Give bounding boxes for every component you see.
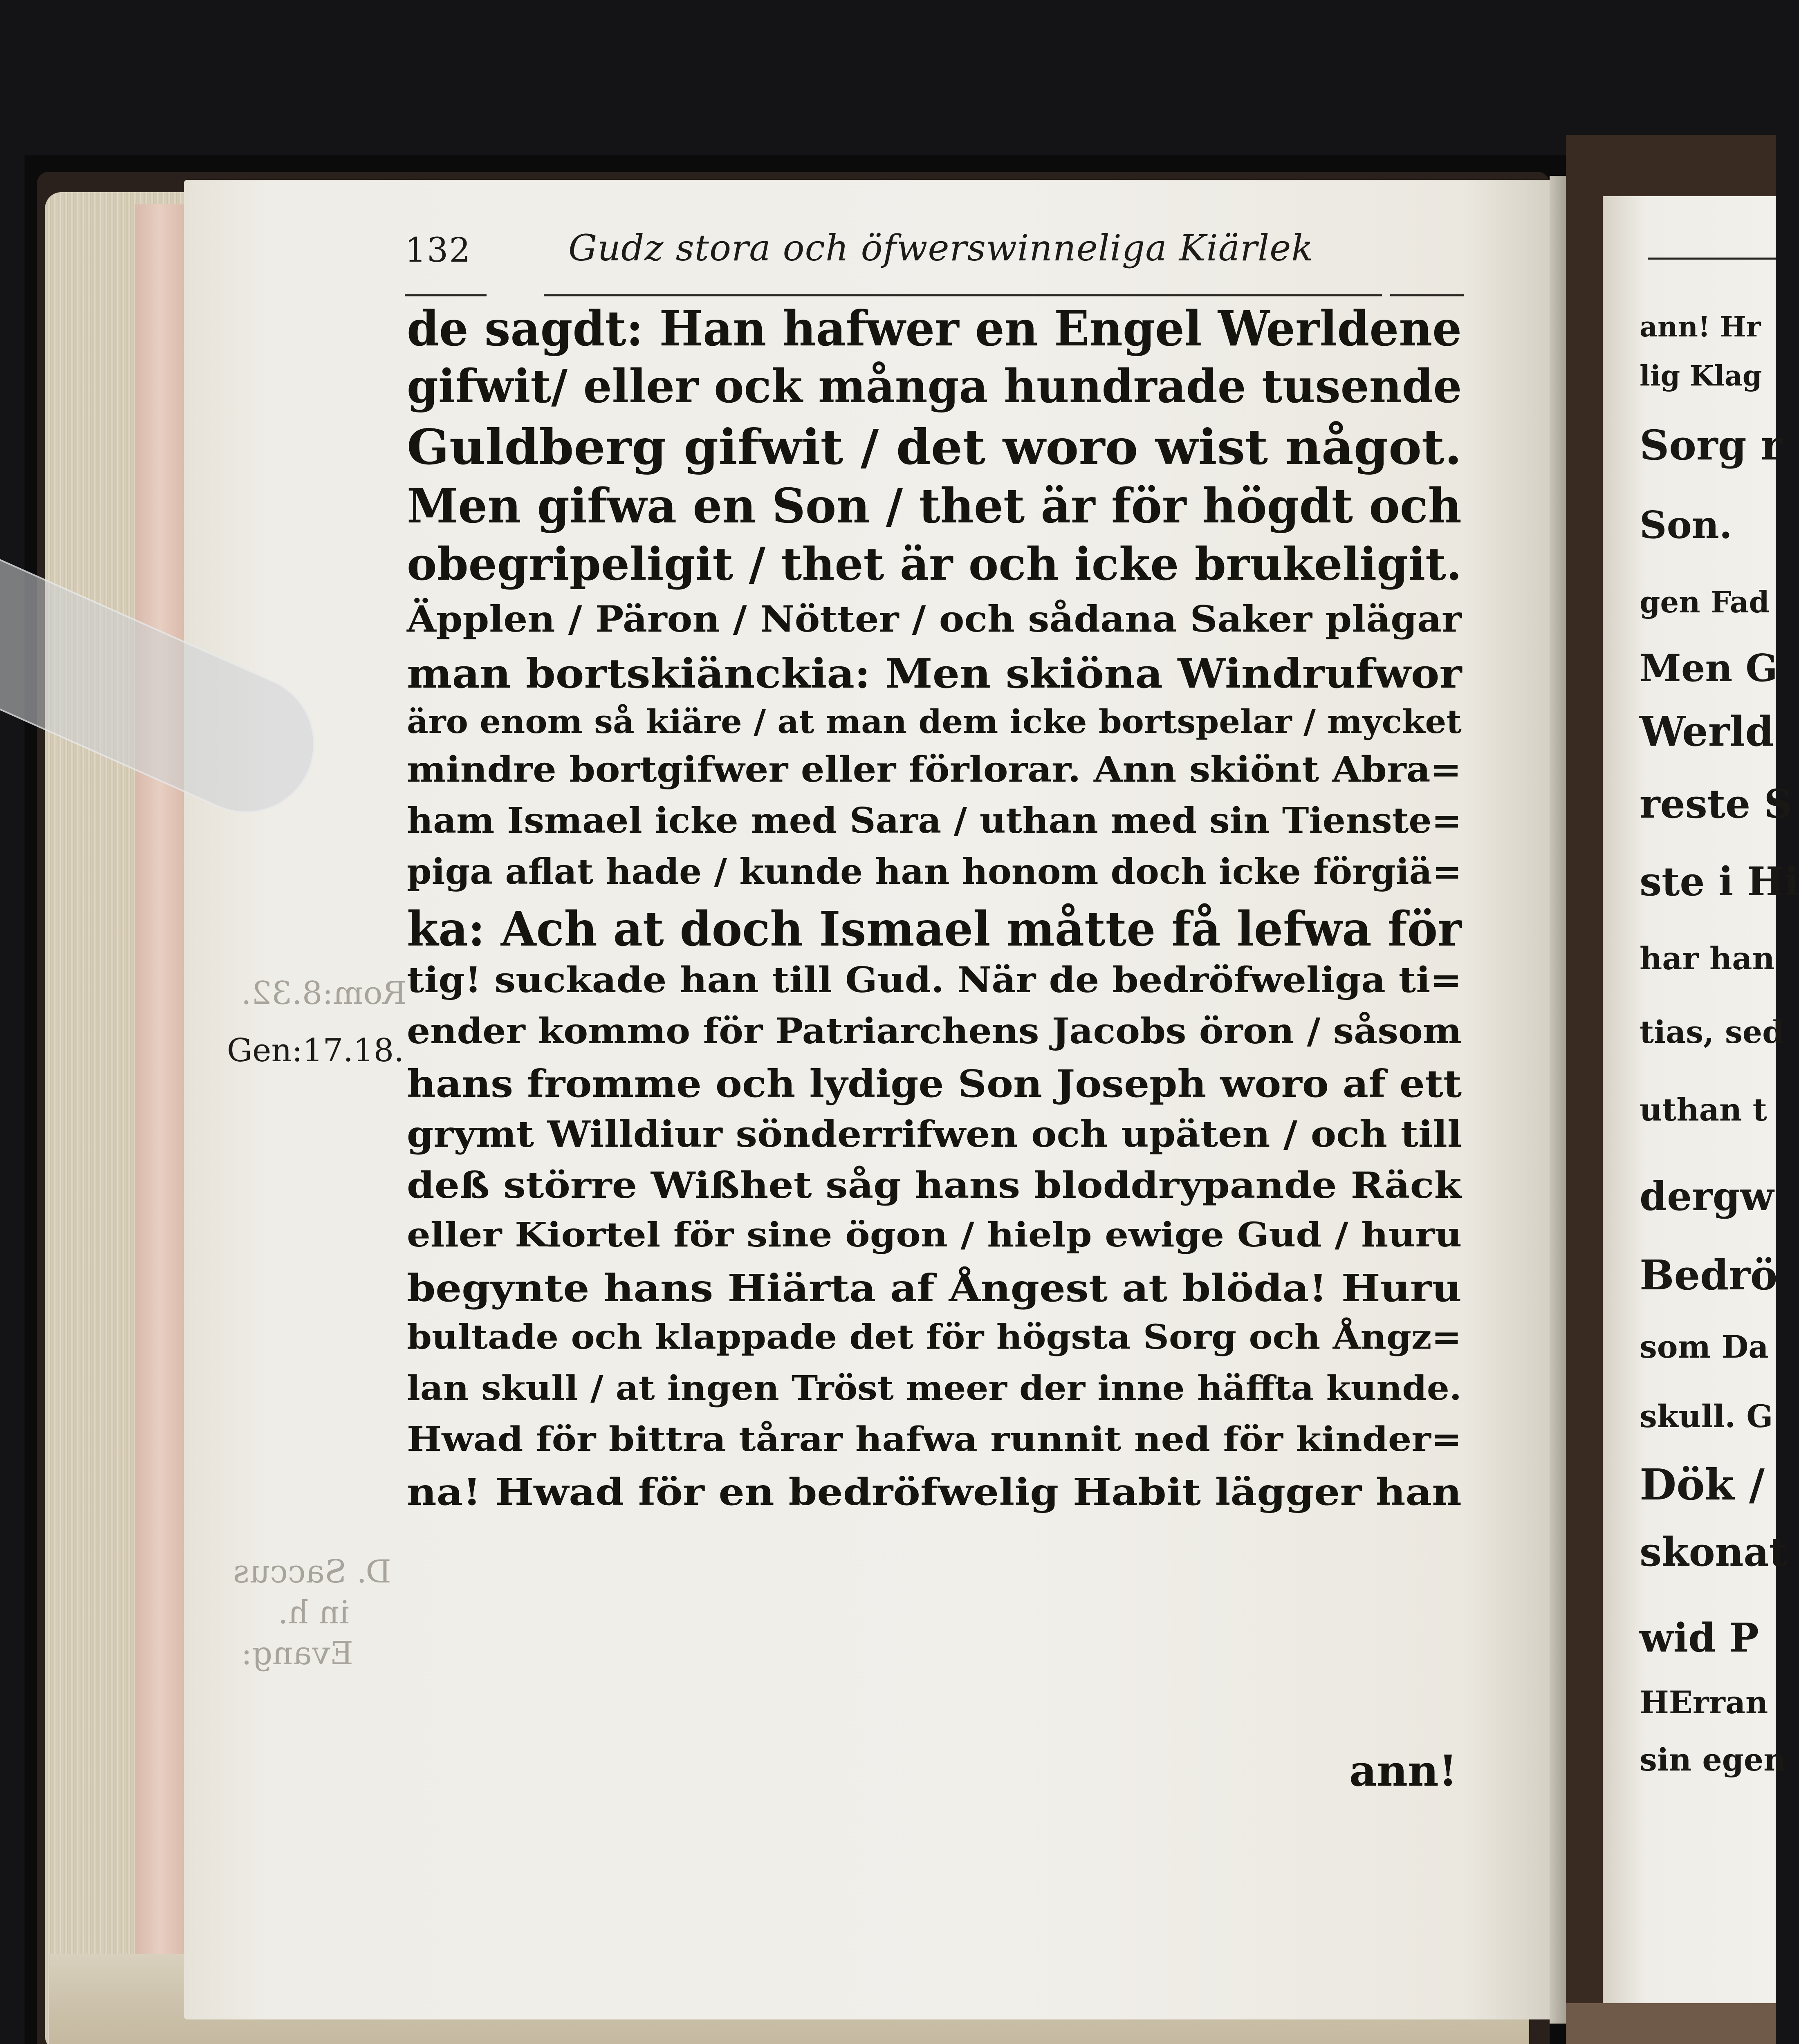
text-line: begynte hans Hiärta af Ångest at blöda! Huru (407, 1266, 1462, 1310)
right-page-line: ann! Hr (1640, 311, 1761, 343)
right-page-line: sin egen (1640, 1741, 1786, 1778)
right-page-line: Son. (1640, 503, 1732, 547)
text-line: hans fromme och lydige Son Joseph woro af ett (407, 1062, 1462, 1106)
text-line: tig! suckade han till Gud. När de bedröfweliga ti= (407, 959, 1462, 1001)
running-title: Gudz stora och öfwerswinneliga Kiärlek (568, 227, 1314, 269)
right-page-line: tias, sed (1640, 1014, 1784, 1050)
right-page-line: Werld (1640, 707, 1774, 755)
catchword: ann! (1349, 1746, 1458, 1796)
text-line: lan skull / at ingen Tröst meer der inne häffta kunde. (407, 1369, 1462, 1408)
text-line: äro enom så kiäre / at man dem icke bortspelar / mycket (407, 702, 1462, 741)
right-page-line: Bedrö (1640, 1251, 1778, 1299)
body-text (407, 300, 1462, 1525)
text-line: Men gifwa en Son / thet är för högdt och (407, 478, 1462, 534)
right-page-line: HErran (1640, 1684, 1768, 1721)
text-line: gifwit/ eller ock många hundrade tusende (407, 360, 1462, 413)
right-page-line: reste S (1640, 781, 1792, 827)
text-line: ender kommo för Patriarchens Jacobs öron / såsom (407, 1011, 1462, 1052)
text-line: de sagdt: Han hafwer en Engel Werldene (407, 300, 1462, 357)
right-page-line: gen Fad (1640, 585, 1770, 619)
text-line: Hwad för bittra tårar hafwa runnit ned för kinder= (407, 1420, 1462, 1459)
text-line: ham Ismael icke med Sara / uthan med sin Tienste= (407, 800, 1462, 841)
show-through-note: Evang: (241, 1635, 353, 1672)
right-lower-cover (1566, 2003, 1776, 2044)
text-line: grymt Willdiur sönderrifwen och upäten / och till (407, 1113, 1462, 1155)
text-line: na! Hwad för en bedröfwelig Habit lägger han (407, 1470, 1462, 1514)
right-page-header-rule (1648, 258, 1776, 260)
show-through-reference: Rom:8.32. (241, 975, 407, 1012)
text-line: obegripeligit / thet är och icke brukeligit. (407, 538, 1462, 590)
marginal-reference: Gen:17.18. (227, 1032, 404, 1069)
page-header (405, 227, 1460, 288)
right-page-line: Men G (1640, 646, 1778, 690)
show-through-note: D. Saccus (233, 1553, 391, 1590)
header-rule-right (1390, 294, 1464, 296)
text-line: Äpplen / Päron / Nötter / och sådana Saker plägar (407, 598, 1462, 640)
page-number: 132 (405, 231, 471, 270)
right-page-line: uthan t (1640, 1091, 1767, 1128)
right-page-line: skonat (1640, 1529, 1787, 1575)
right-page-line: dergw (1640, 1173, 1774, 1219)
text-line: man bortskiänckia: Men skiöna Windrufwor (407, 650, 1462, 697)
right-page-line: lig Klag (1640, 360, 1762, 392)
text-line: mindre bortgifwer eller förlorar. Ann skiönt Abra= (407, 749, 1462, 790)
text-line: deß större Wißhet såg hans bloddrypande Räck (407, 1164, 1462, 1206)
right-page-line: Dök / (1640, 1459, 1765, 1510)
right-page-line: ste i Hi (1640, 858, 1799, 905)
text-line: piga aflat hade / kunde han honom doch icke förgiä= (407, 851, 1462, 892)
text-line: eller Kiortel för sine ögon / hielp ewige Gud / huru (407, 1215, 1462, 1255)
right-page-line: har han (1640, 940, 1775, 977)
header-rule-left (405, 294, 487, 296)
right-page-line: skull. G (1640, 1398, 1773, 1434)
header-rule (544, 294, 1382, 296)
text-line: bultade och klappade det för högsta Sorg och Ångz= (407, 1318, 1462, 1357)
right-page-line: Sorg r (1640, 421, 1783, 469)
show-through-note: in h. (278, 1594, 350, 1631)
text-line: ka: Ach at doch Ismael måtte få lefwa för (407, 901, 1462, 957)
text-line: Guldberg gifwit / det woro wist något. (407, 419, 1462, 475)
right-page-line: wid P (1640, 1615, 1759, 1661)
right-page-line: som Da (1640, 1329, 1769, 1365)
